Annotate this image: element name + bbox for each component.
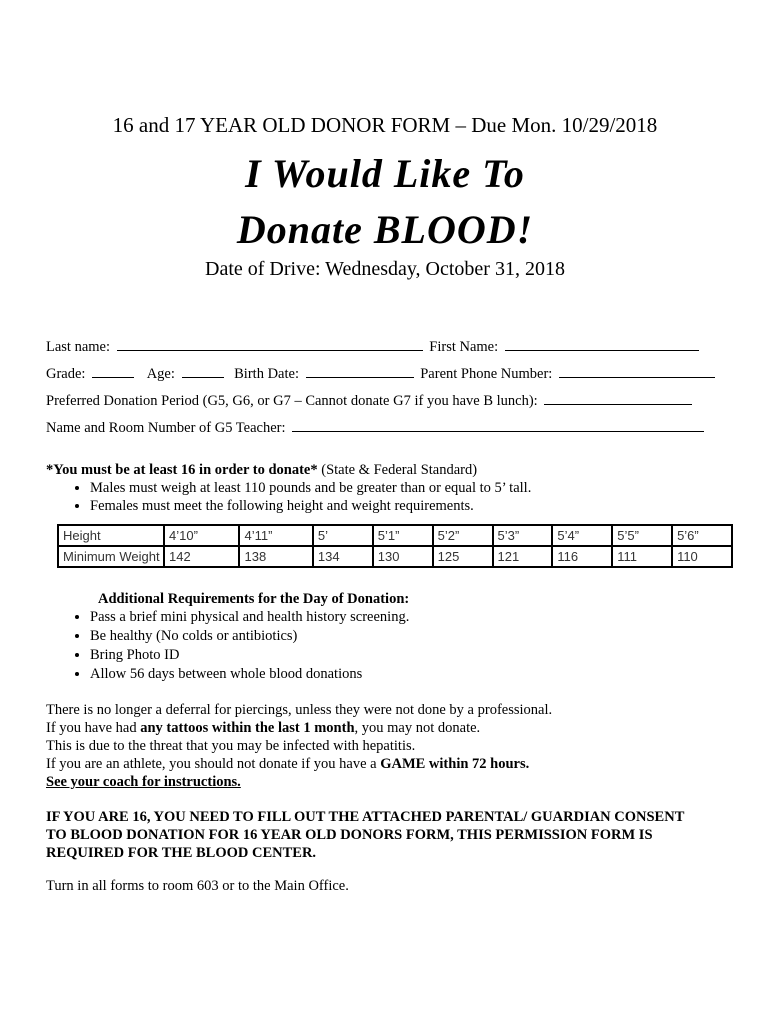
list-item: • Be healthy (No colds or antibiotics) <box>90 627 746 646</box>
g5-teacher-field[interactable] <box>292 417 704 432</box>
consent-line-1: IF YOU ARE 16, YOU NEED TO FILL OUT THE ATTACHED PARENTAL/ GUARDIAN CONSENT <box>46 809 685 825</box>
table-cell: 5’3” <box>493 525 553 546</box>
list-item: • Females must meet the following height and weight requirements. <box>90 497 746 515</box>
headline-line-1: I Would Like To <box>245 151 525 196</box>
athlete-pre: If you are an athlete, you should not donate if you have a <box>46 756 381 772</box>
table-cell: 5’5” <box>612 525 672 546</box>
teacher-row <box>46 417 736 444</box>
list-item: • Males must weigh at least 110 pounds and be greater than or equal to 5’ tall. <box>90 479 746 497</box>
table-cell: 5’2” <box>433 525 493 546</box>
additional-title: Additional Requirements for the Day of Donation: <box>98 591 410 607</box>
table-cell: 110 <box>672 546 732 567</box>
hepatitis-note: This is due to the threat that you may be infected with hepatitis. <box>46 738 416 754</box>
period-row <box>46 390 736 417</box>
list-item: • Pass a brief mini physical and health history screening. <box>90 608 746 627</box>
table-cell: 116 <box>552 546 612 567</box>
name-row <box>46 336 736 363</box>
table-cell: 5’ <box>313 525 373 546</box>
list-item: • Allow 56 days between whole blood donations <box>90 665 746 684</box>
donor-fields <box>46 336 736 444</box>
athlete-bold: GAME within 72 hours. <box>380 756 530 772</box>
last-name-label: Last name: <box>46 339 111 355</box>
coach-note: See your coach for instructions. <box>46 774 241 790</box>
table-row <box>58 525 732 546</box>
table-cell: 111 <box>612 546 672 567</box>
table-cell: 5’1” <box>373 525 433 546</box>
grade-field[interactable] <box>92 363 134 378</box>
tattoo-bold: any tattoos within the last 1 month <box>140 720 355 736</box>
table-cell: 4’11” <box>239 525 312 546</box>
consent-notice <box>46 808 736 862</box>
table-cell: 142 <box>164 546 239 567</box>
table-cell: 125 <box>433 546 493 567</box>
table-cell: 138 <box>239 546 312 567</box>
g5-teacher-label: Name and Room Number of G5 Teacher: <box>46 420 286 436</box>
first-name-field[interactable] <box>505 336 699 351</box>
grade-label: Grade: <box>46 366 86 382</box>
additional-list <box>46 608 746 684</box>
tattoo-post: , you may not donate. <box>354 720 481 736</box>
info-row <box>46 363 736 390</box>
tattoo-pre: If you have had <box>46 720 141 736</box>
athlete-note <box>46 755 746 773</box>
age-rule <box>46 461 746 479</box>
last-name-field[interactable] <box>117 336 423 351</box>
donation-notes <box>46 701 746 791</box>
table-row <box>58 546 732 567</box>
birth-date-label: Birth Date: <box>234 366 299 382</box>
page-title: 16 and 17 YEAR OLD DONOR FORM – Due Mon. 10/29/2018 <box>112 113 658 137</box>
eligibility-list <box>46 479 746 515</box>
tattoo-note <box>46 719 746 737</box>
table-cell: 130 <box>373 546 433 567</box>
age-rule-rest: (State & Federal Standard) <box>317 462 478 478</box>
drive-date: Date of Drive: Wednesday, October 31, 2018 <box>205 258 565 280</box>
table-cell: 4’10” <box>164 525 239 546</box>
birth-date-field[interactable] <box>306 363 414 378</box>
height-weight-table <box>57 524 733 568</box>
age-field[interactable] <box>182 363 224 378</box>
headline-line-2: Donate BLOOD! <box>236 207 534 252</box>
consent-line-3: REQUIRED FOR THE BLOOD CENTER. <box>46 845 317 861</box>
table-cell: 5’4” <box>552 525 612 546</box>
parent-phone-field[interactable] <box>559 363 715 378</box>
piercings-note: There is no longer a deferral for piercings, unless they were not done by a professional. <box>46 702 553 718</box>
table-header-cell: Minimum Weight <box>58 546 164 567</box>
table-cell: 121 <box>493 546 553 567</box>
table-header-cell: Height <box>58 525 164 546</box>
age-label: Age: <box>146 366 175 382</box>
consent-line-2: TO BLOOD DONATION FOR 16 YEAR OLD DONORS FORM, THIS PERMISSION FORM IS <box>46 827 653 843</box>
age-rule-bold: *You must be at least 16 in order to donate* <box>46 462 318 478</box>
preferred-period-field[interactable] <box>544 390 692 405</box>
preferred-period-label: Preferred Donation Period (G5, G6, or G7 – Cannot donate G7 if you have B lunch): <box>46 393 538 409</box>
turn-in-note: Turn in all forms to room 603 or to the Main Office. <box>46 878 349 894</box>
list-item: • Bring Photo ID <box>90 646 746 665</box>
first-name-label: First Name: <box>429 339 499 355</box>
table-cell: 5’6” <box>672 525 732 546</box>
eligibility-requirements <box>46 461 746 515</box>
additional-requirements <box>46 590 746 684</box>
parent-phone-label: Parent Phone Number: <box>420 366 553 382</box>
table-cell: 134 <box>313 546 373 567</box>
